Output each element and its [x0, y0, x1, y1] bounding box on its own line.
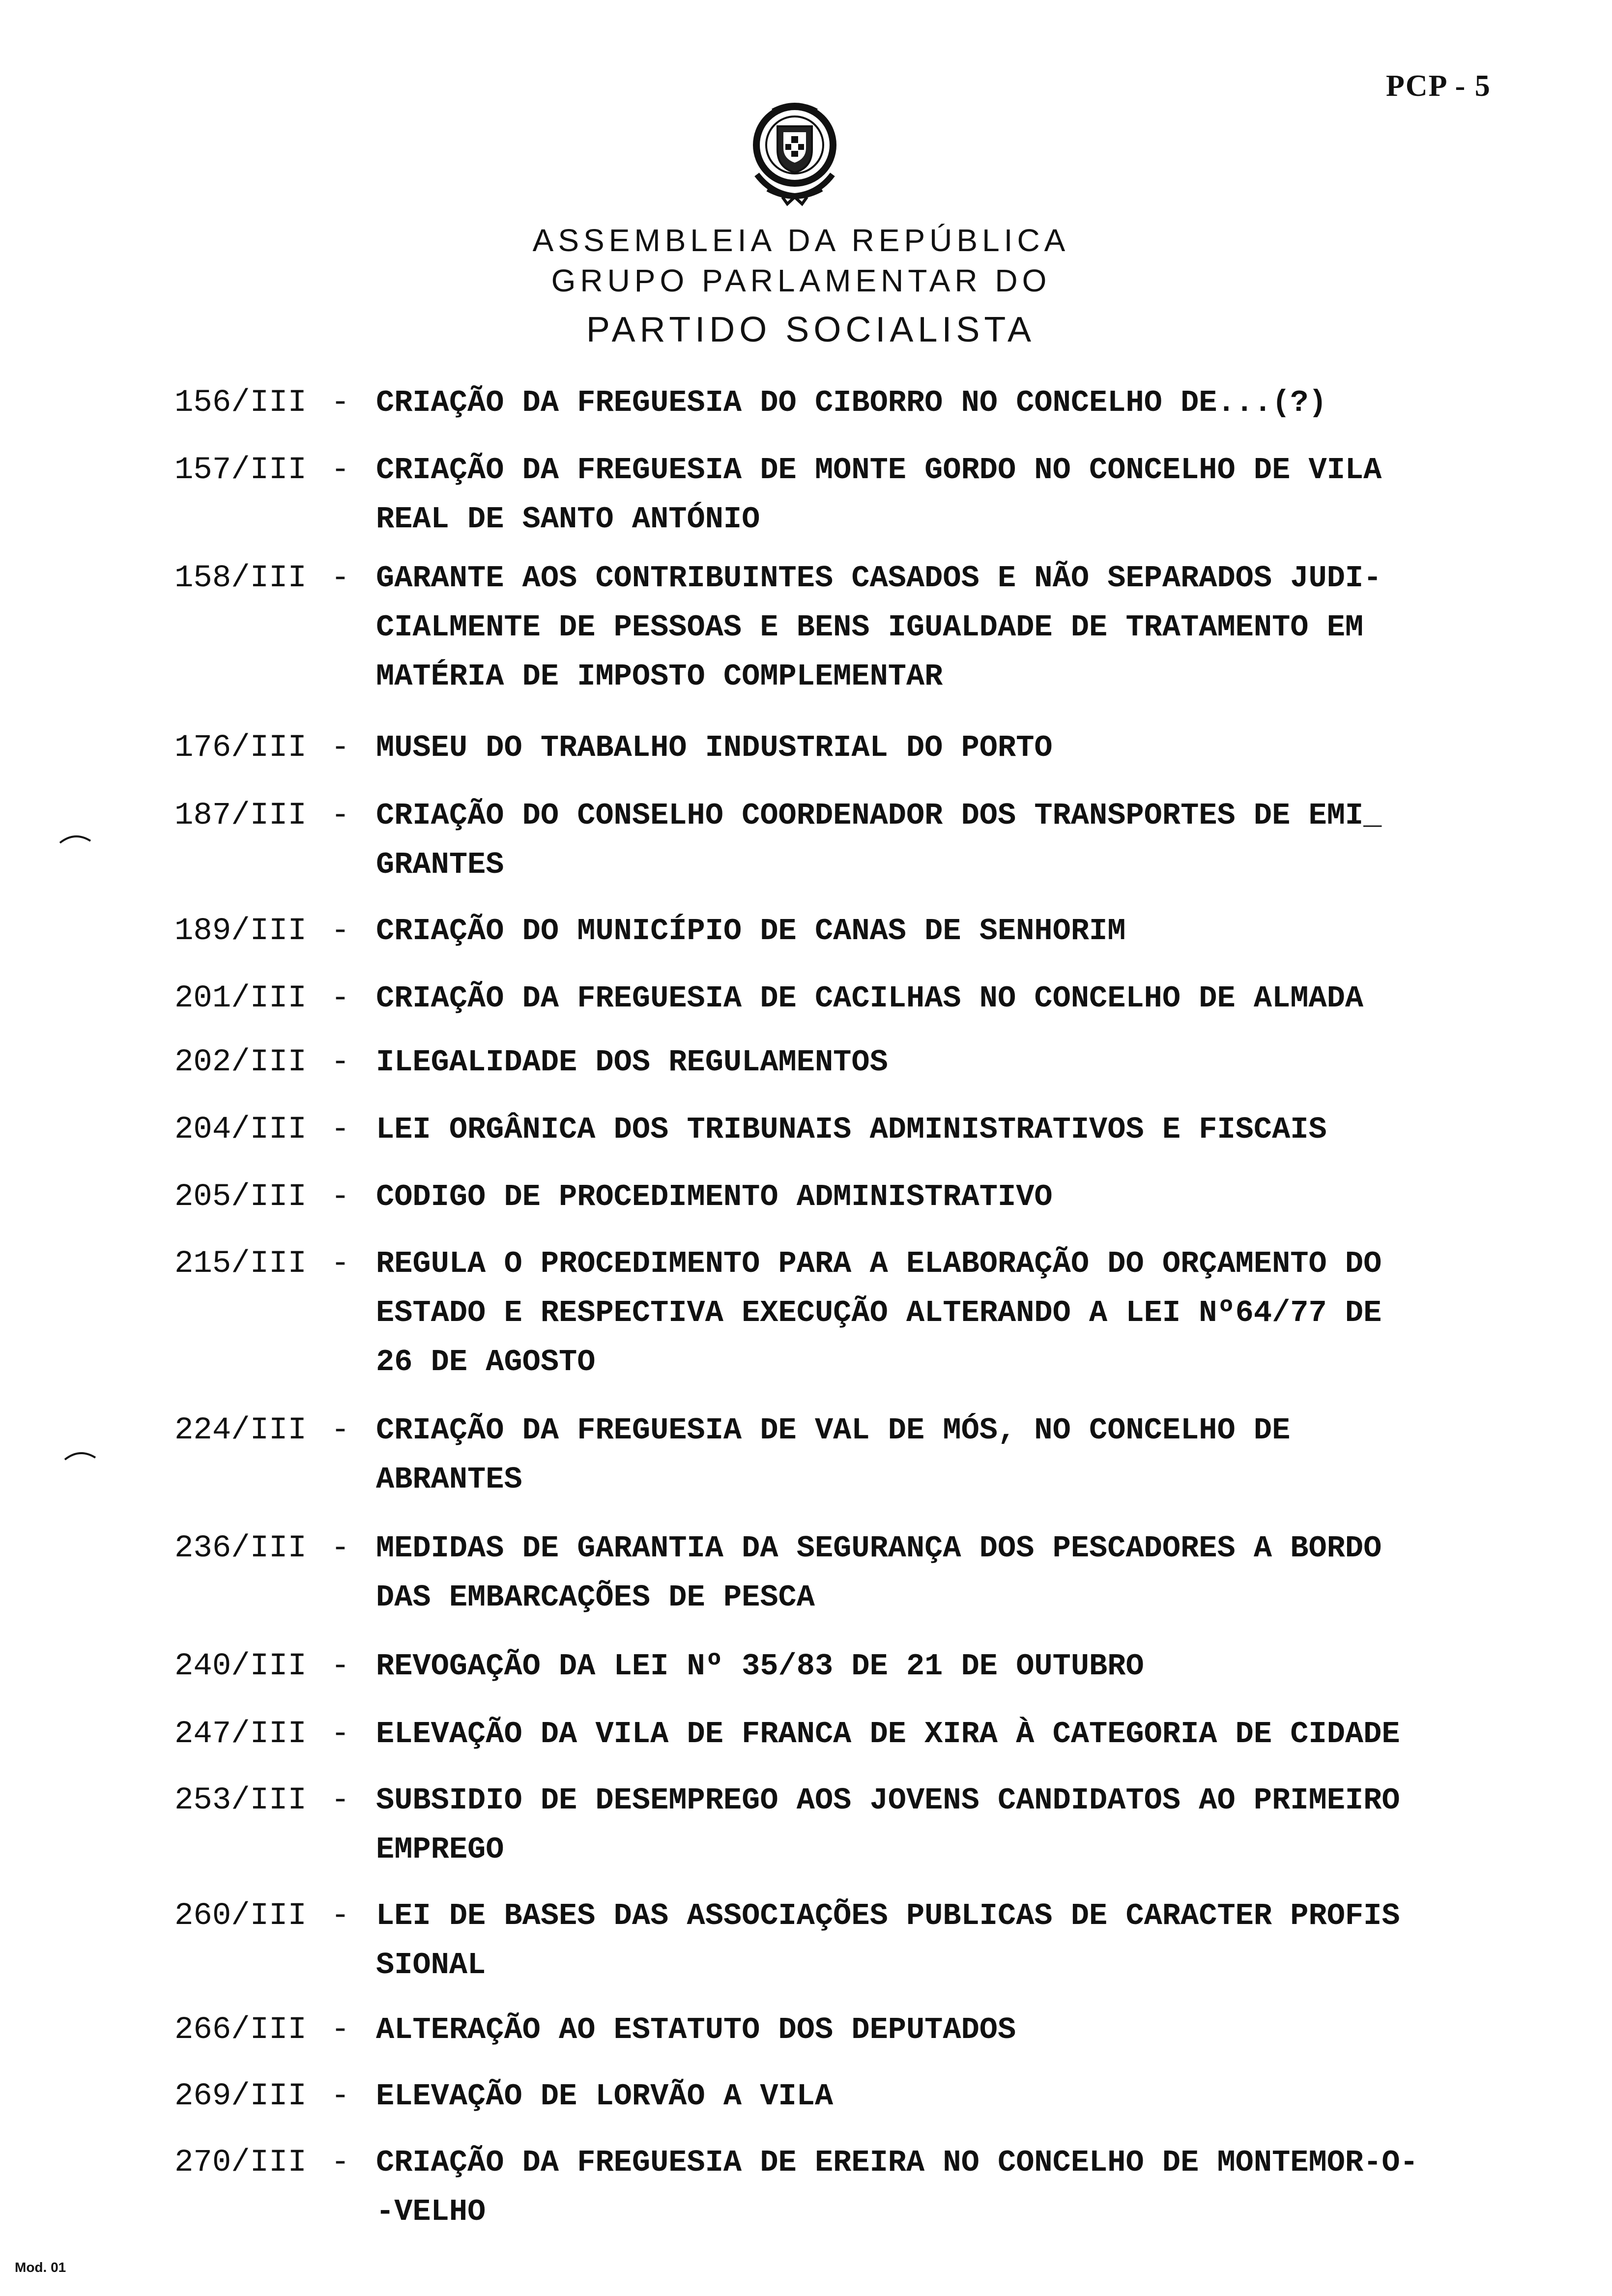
separator: - — [331, 1898, 350, 1934]
separator: - — [331, 1783, 350, 1818]
separator: - — [331, 2079, 350, 2114]
separator: - — [331, 561, 350, 596]
list-item — [0, 907, 1612, 974]
bill-number: 236/III — [174, 1531, 307, 1566]
separator: - — [331, 914, 350, 949]
margin-mark-icon — [58, 828, 92, 848]
separator: - — [331, 1413, 350, 1448]
bill-number: 201/III — [174, 981, 307, 1016]
coat-of-arms-icon — [738, 96, 851, 209]
bill-number: 158/III — [174, 561, 307, 596]
list-item — [0, 1173, 1612, 1239]
separator: - — [331, 730, 350, 766]
list-item — [0, 1524, 1612, 1642]
separator: - — [331, 1045, 350, 1080]
bill-title: ELEVAÇÃO DA VILA DE FRANCA DE XIRA À CATEGORIA DE CIDADE — [376, 1717, 1400, 1751]
list-item — [0, 2138, 1612, 2246]
list-item — [0, 2072, 1612, 2138]
header-assembly: ASSEMBLEIA DA REPÚBLICA — [532, 223, 1070, 258]
bill-title: GARANTE AOS CONTRIBUINTES CASADOS E NÃO SEPARADOS JUDI- CIALMENTE DE PESSOAS E BENS IGUALDADE DE TRATAMENTO EM MATÉRIA DE IMPOSTO COMPLEMENTAR — [376, 561, 1382, 694]
bill-number: 247/III — [174, 1717, 307, 1752]
list-item — [0, 791, 1612, 907]
list-item — [0, 1776, 1612, 1892]
bill-title: ILEGALIDADE DOS REGULAMENTOS — [376, 1045, 888, 1080]
separator: - — [331, 1717, 350, 1752]
list-item — [0, 1239, 1612, 1406]
list-item — [0, 2006, 1612, 2072]
separator: - — [331, 2012, 350, 2048]
bill-title: REVOGAÇÃO DA LEI Nº 35/83 DE 21 DE OUTUBRO — [376, 1649, 1144, 1684]
bill-title: REGULA O PROCEDIMENTO PARA A ELABORAÇÃO DO ORÇAMENTO DO ESTADO E RESPECTIVA EXECUÇÃO ALTERANDO A LEI Nº64/77 DE 26 DE AGOSTO — [376, 1246, 1382, 1379]
bill-title: CODIGO DE PROCEDIMENTO ADMINISTRATIVO — [376, 1179, 1053, 1214]
separator: - — [331, 1649, 350, 1684]
header-party: PARTIDO SOCIALISTA — [586, 310, 1036, 349]
separator: - — [331, 1179, 350, 1215]
bill-number: 270/III — [174, 2145, 307, 2181]
letterhead — [442, 221, 1160, 351]
list-item — [0, 1710, 1612, 1776]
list-item — [0, 1038, 1612, 1105]
separator: - — [331, 385, 350, 421]
bill-number: 202/III — [174, 1045, 307, 1080]
separator: - — [331, 2145, 350, 2181]
separator: - — [331, 1531, 350, 1566]
bill-title: ELEVAÇÃO DE LORVÃO A VILA — [376, 2079, 834, 2114]
bill-title: CRIAÇÃO DA FREGUESIA DE MONTE GORDO NO CONCELHO DE VILA REAL DE SANTO ANTÓNIO — [376, 453, 1382, 537]
bill-number: 189/III — [174, 914, 307, 949]
bill-number: 205/III — [174, 1179, 307, 1215]
margin-mark-icon — [63, 1445, 97, 1464]
bill-title: LEI ORGÂNICA DOS TRIBUNAIS ADMINISTRATIVOS E FISCAIS — [376, 1112, 1327, 1147]
bill-number: 240/III — [174, 1649, 307, 1684]
bill-title: CRIAÇÃO DA FREGUESIA DE EREIRA NO CONCELHO DE MONTEMOR-O- -VELHO — [376, 2145, 1418, 2229]
bill-number: 269/III — [174, 2079, 307, 2114]
page-reference: PCP - 5 — [1386, 69, 1491, 103]
bill-title: CRIAÇÃO DO CONSELHO COORDENADOR DOS TRANSPORTES DE EMI_ GRANTES — [376, 798, 1382, 882]
bill-title: SUBSIDIO DE DESEMPREGO AOS JOVENS CANDIDATOS AO PRIMEIRO EMPREGO — [376, 1783, 1400, 1867]
bill-list — [0, 378, 1612, 2246]
bill-number: 157/III — [174, 453, 307, 488]
list-item — [0, 1105, 1612, 1173]
bill-number: 260/III — [174, 1898, 307, 1934]
bill-number: 176/III — [174, 730, 307, 766]
header-group: GRUPO PARLAMENTAR DO — [551, 263, 1051, 298]
bill-number: 187/III — [174, 798, 307, 833]
bill-number: 215/III — [174, 1246, 307, 1282]
separator: - — [331, 981, 350, 1016]
bill-title: ALTERAÇÃO AO ESTATUTO DOS DEPUTADOS — [376, 2012, 1016, 2047]
separator: - — [331, 1246, 350, 1282]
form-code: Mod. 01 — [15, 2260, 66, 2275]
bill-title: MEDIDAS DE GARANTIA DA SEGURANÇA DOS PESCADORES A BORDO DAS EMBARCAÇÕES DE PESCA — [376, 1531, 1382, 1615]
separator: - — [331, 1112, 350, 1148]
list-item — [0, 1642, 1612, 1710]
bill-number: 204/III — [174, 1112, 307, 1148]
list-item — [0, 1406, 1612, 1524]
list-item — [0, 1892, 1612, 2006]
list-item — [0, 974, 1612, 1038]
bill-title: CRIAÇÃO DA FREGUESIA DO CIBORRO NO CONCELHO DE...(?) — [376, 385, 1327, 420]
bill-title: CRIAÇÃO DO MUNICÍPIO DE CANAS DE SENHORIM — [376, 914, 1126, 948]
list-item — [0, 446, 1612, 554]
list-item — [0, 723, 1612, 791]
bill-number: 156/III — [174, 385, 307, 421]
list-item — [0, 378, 1612, 446]
bill-number: 224/III — [174, 1413, 307, 1448]
separator: - — [331, 798, 350, 833]
bill-title: CRIAÇÃO DA FREGUESIA DE CACILHAS NO CONCELHO DE ALMADA — [376, 981, 1364, 1016]
separator: - — [331, 453, 350, 488]
list-item — [0, 554, 1612, 723]
bill-title: LEI DE BASES DAS ASSOCIAÇÕES PUBLICAS DE CARACTER PROFIS SIONAL — [376, 1898, 1400, 1982]
bill-title: MUSEU DO TRABALHO INDUSTRIAL DO PORTO — [376, 730, 1053, 765]
bill-number: 253/III — [174, 1783, 307, 1818]
bill-number: 266/III — [174, 2012, 307, 2048]
bill-title: CRIAÇÃO DA FREGUESIA DE VAL DE MÓS, NO CONCELHO DE ABRANTES — [376, 1413, 1291, 1497]
